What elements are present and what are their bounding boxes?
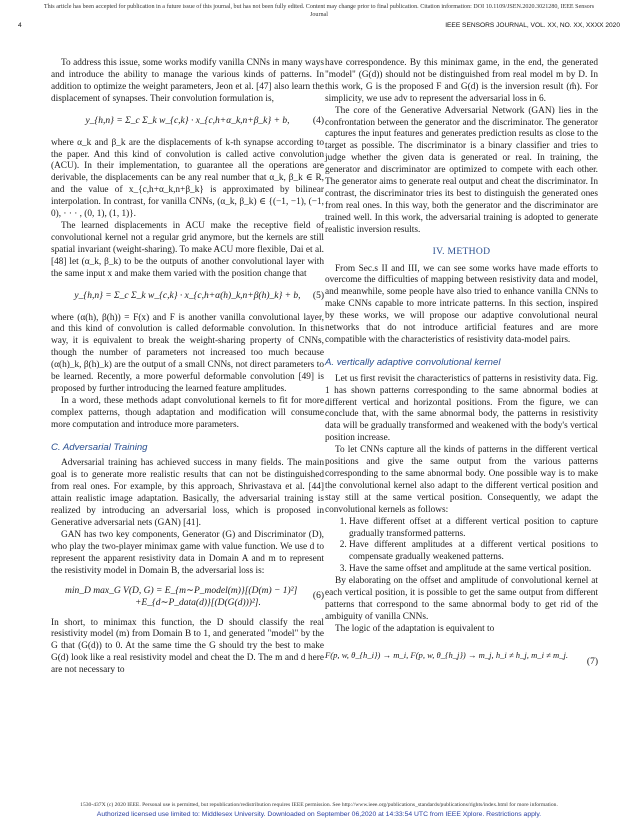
paragraph: In a word, these methods adapt convolutional kernels to fit for more complex patterns, though adaptation and modification will consume more computation and introduce more parameters. <box>51 395 324 430</box>
equation-line-2: +E_{d∼P_data(d)}[(D(G(d)))²]. <box>135 597 261 608</box>
paragraph: where α_k and β_k are the displacements of k-th synapse according to the paper. And this kind of convolution is called active convolution (ACU). In their implementation, to guarantee all the operations are derivable, the displacements can be any real number that α_k, β_k ∈ R, and the value of x_{c,h+α_k,n+β_k} is approximated by bilinear interpolation. In contrast, for vanilla CNNs, (α_k, β_k) ∈ {(−1, −1), (−1, 0), · · · , (0, 1), (1, 1)}. <box>51 137 324 220</box>
list-item: 3. Have the same offset and amplitude at the same vertical position. <box>349 564 598 576</box>
section-title-method: IV. METHOD <box>432 245 491 257</box>
adaptation-list <box>325 517 598 577</box>
equation-number: (7) <box>586 656 598 667</box>
notice-line-2: Journal <box>310 12 328 19</box>
equation-6 <box>51 583 324 613</box>
paragraph: The logic of the adaptation is equivalent to <box>335 623 495 634</box>
list-item: 2. Have different amplitudes at a different vertical positions to compensate gradually weakened patterns. <box>349 540 598 564</box>
paragraph: To address this issue, some works modify vanilla CNNs in many ways and introduce the ability to manage the various kinds of patterns. In addition to optimize the weight parameters, Jeon et al. [47] also learn the displacement of synapses. Their convolution formulation is, <box>51 58 324 104</box>
list-item: 1. Have different offset at a different vertical position to capture gradually transformed patterns. <box>349 517 598 541</box>
paragraph: In short, to minimax this function, the D should classify the real resistivity model (m) from Domain B to 1, and generated "model" by the G that (G(d)) to 0. At the same time the G should try the best to make G(d) look like a real resistivity model and cheat the D. The m and d here are not necessary to <box>51 617 324 676</box>
paragraph: From Sec.s II and III, we can see some works have made efforts to overcome the difficulties of mapping between resistivity data and model, and meanwhile, some people have also tried to enhance vanilla CNNs to make CNNs capable to more intricate patterns. In this section, inspired by these works, we will propose our adaptive convolutional neural networks that do not introduce artificial features and are more compatible with the characteristics of resistivity data-model pairs. <box>325 263 598 345</box>
license-footer: Authorized licensed use limited to: Middlesex University. Downloaded on September 06,2020 at 14:33:54 UTC from IEEE Xplore. Restrictions apply. <box>96 811 542 818</box>
paragraph: GAN has two key components, Generator (G) and Discriminator (D), who play the two-player minimax game with value function. We use d to represent the apparent resistivity data in Domain A and m to represent the resistivity model in Domain B, the adversarial loss is: <box>51 529 324 576</box>
paragraph: Adversarial training has achieved success in many fields. The main goal is to generate more realistic results that can not be distinguished from real ones. For example, by this approach, Shrivastava et al. [44] attain realistic image adaptation. Basically, the adversarial training is realized by introducing an adversarial loss, which is proposed in Generative adversarial nets (GAN) [41]. <box>51 458 324 528</box>
left-column <box>51 58 324 677</box>
page-number: 4 <box>18 22 22 29</box>
paragraph: By elaborating on the offset and amplitude of convolutional kernel at each vertical position, it is possible to get the same output from different patterns that correspond to the same abnormal body to get rid of the ambiguity of vanilla CNNs. <box>325 576 598 622</box>
copyright-footer: 1530-437X (c) 2020 IEEE. Personal use is permitted, but republication/redistribution requires IEEE permission. See http://www.ieee.org/publications_standards/publications/rights/index.html for more information. <box>80 802 558 808</box>
equation-5 <box>51 286 324 308</box>
equation-number: (4) <box>312 115 324 126</box>
right-column <box>325 58 598 676</box>
equation-4 <box>51 111 324 133</box>
section-heading-c: C. Adversarial Training <box>51 441 148 453</box>
paragraph: have correspondence. By this minimax game, in the end, the generated "model" (G(d)) should not be distinguished from real model m by D. In this work, G is the proposed F and G(d) is the inversion result (m̂). For simplicity, we use adv to represent the adversarial loss in 6. <box>325 58 598 104</box>
paragraph: To let CNNs capture all the kinds of patterns in the different vertical positions and give the same output from the various patterns corresponding to the same abnormal body. One possible way is to make the convolutional kernel also adapt to the different vertical position and stay still at the same vertical position. Consequently, we adapt the convolutional kernels as follows: <box>325 445 598 515</box>
paragraph: where (α(h), β(h)) = F(x) and F is another vanilla convolutional layer, and this kind of convolution is called deformable convolution. In this way, it is equivalent to break the weight-sharing property of CNNs, though the number of parameters not increased too much because (α(h)_k, β(h)_k) are the output of a small CNNs, not direct parameters to be learned. Recently, a more powerful deformable convolution [49] is proposed by further introducing the learned feature amplitudes. <box>51 312 324 394</box>
journal-line: IEEE SENSORS JOURNAL, VOL. XX, NO. XX, XXXX 2020 <box>445 22 620 29</box>
equation-body: y_{h,n} = Σ_c Σ_k w_{c,k} · x_{c,h+α(h)_k,n+β(h)_k} + b, <box>74 290 301 301</box>
section-heading-a: A. vertically adaptive convolutional kernel <box>325 356 501 368</box>
equation-line-1: min_D max_G V(D, G) = E_{m∼P_model(m)}[(D(m) − 1)²] <box>65 585 298 596</box>
publication-notice <box>18 3 620 19</box>
notice-line-1: This article has been accepted for publication in a future issue of this journal, but has not been fully edited. Content may change prior to final publication. Citation information: DOI 10.1109/JSEN.2020.3021280, IEEE Sensors <box>43 4 595 10</box>
paragraph: The learned displacements in ACU make the receptive field of convolutional kernel not a regular grid anymore, but the kernels are still spatial invariant (weight-sharing). To make ACU more flexible, Dai et al. [48] let (α_k, β_k) to be the outputs of another convolutional layer with the same input x and make them varied with the position change that <box>51 220 324 279</box>
equation-number: (5) <box>312 290 324 301</box>
paragraph: Let us first revisit the characteristics of patterns in resistivity data. Fig. 1 has shown patterns corresponding to the same abnormal bodies at different vertical and horizontal positions. From the figure, we can conclude that, with the same abnormal body, the patterns in resistivity data will be gradually transformed and weakened with the body's vertical position increase. <box>325 373 598 444</box>
equation-body: F(p, w, θ_{h_i}) → m_i, F(p, w, θ_{h_j}) → m_j, h_i ≠ h_j, m_i ≠ m_j. <box>325 649 569 660</box>
equation-7 <box>325 641 598 671</box>
equation-body: y_{h,n} = Σ_c Σ_k w_{c,k} · x_{c,h+α_k,n+β_k} + b, <box>85 115 290 126</box>
running-header <box>18 22 620 29</box>
paragraph: The core of the Generative Adversarial Network (GAN) lies in the confrontation between the generator and the discriminator. The generator captures the input features and generates prediction results as close to the target as possible. The discriminator is a binary classifier and tries to judge whether the given data is generated or real. In training, the generator and discriminator are optimized to compete with each other. The generator aims to generate real output and cheat the discriminator. In contrast, the discriminator tries its best to distinguish the generated ones from real ones. In this way, both the generator and the discriminator are trained well. In this work, the adversarial training is adopted to generate realistic inversion results. <box>325 105 598 235</box>
equation-number: (6) <box>312 590 324 601</box>
